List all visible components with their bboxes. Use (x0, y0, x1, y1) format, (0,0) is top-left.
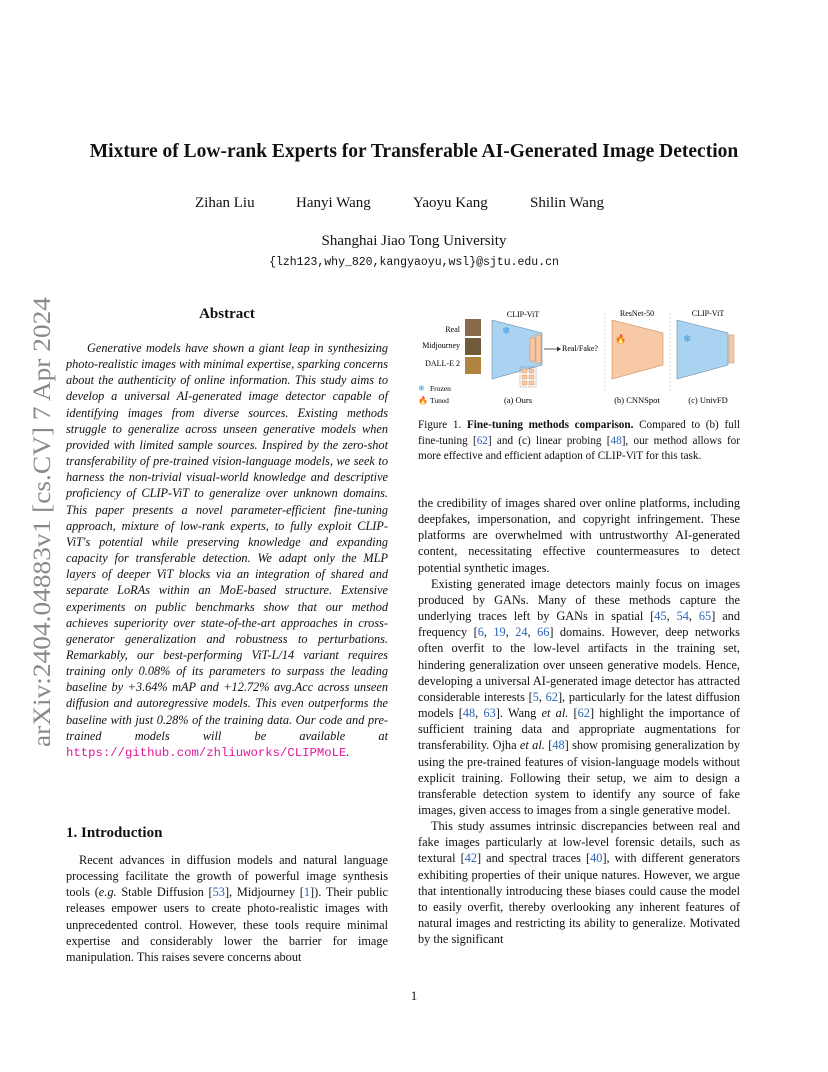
abstract-text: Generative models have shown a giant leap in synthesizing photo-realistic images with minimal expertise, sparking concerns about the authenticity of online information. This study aims to develop a universal AI-generated image detector capable of identifying images from diverse sources. Existing methods struggle to generalize across unseen generative models when provided with limited sample sources. Inspired by the zero-shot transferability of pre-trained vision-language models, we seek to harness the non-trivial visual-world knowledge and descriptive proficiency of CLIP-ViT to generalize over unknown domains. This paper presents a novel parameter-efficient fine-tuning approach, mixture of low-rank experts, to fully exploit CLIP-ViT's potential while preserving knowledge and expanding capacity for transferable detection. We adapt only the MLP layers of deeper ViT blocks via an integration of shared and separate LoRAs within an MoE-based structure. Extensive experiments on public benchmarks show that our method achieves superiority over state-of-the-art approaches in cross-generator generalization and robustness to perturbations. Remarkably, our best-performing ViT-L/14 variant requires training only 0.08% of its parameters to surpass the leading baseline by +3.64% mAP and +12.72% avg.Acc across unseen diffusion and autoregressive models. This even outperforms the baseline with just 0.28% of the training data. Our code and pre-trained models will be available at (66, 341, 388, 743)
snowflake-icon: ❄ (418, 384, 425, 393)
label-dalle: DALL-E 2 (425, 359, 460, 368)
text-span: ] and (c) linear probing [ (487, 434, 611, 447)
encoder-block-tuned (612, 320, 663, 379)
flame-icon: 🔥 (418, 396, 428, 405)
subcaption-cnnspot: (b) CNNSpot (614, 395, 660, 405)
author-name: Shilin Wang (530, 195, 604, 211)
text-span: ] and spectral traces [ (477, 851, 591, 866)
abstract-body (66, 340, 388, 761)
expert-module (529, 375, 534, 379)
abstract-heading: Abstract (199, 306, 255, 322)
text-span: ]. Wang (495, 706, 542, 721)
affiliation: Shanghai Jiao Tong University (321, 233, 507, 249)
citation-link[interactable]: 62 (545, 689, 558, 704)
expert-module (522, 381, 527, 385)
paragraph: Existing generated image detectors mainly focus on images produced by GANs. Many of these methods capture the underlying traces left by GANs in spatial [45, 54, 65] and frequency [6, 19, 24, 66] domains. However, deep networks often overfit to the low-level artifacts in the training set, hindering generalization over unseen generative models. Hence, developing a universal AI-generated image detector has attracted considerable interests [5, 62], particularly for the latest diffusion models [48, 63]. Wang et al. [62] highlight the importance of sufficient training data and appropriate augmentations for transferability. Ojha et al. [48] show promising generalization by using the pre-trained features of vision-language models without explicit training. Following their setup, we aim to design a transferable detection system to identify any source of fake images, given access to images from a single generative model. (418, 576, 741, 817)
citation-link[interactable]: 6 (477, 625, 484, 640)
subcaption-ours: (a) Ours (503, 395, 533, 405)
subcaption-univfd: (c) UnivFD (688, 395, 728, 405)
thumbnail-midjourney (465, 338, 481, 355)
label-real-fake: Real/Fake? (562, 344, 598, 353)
label-real: Real (445, 325, 460, 334)
abstract-end: . (346, 744, 350, 759)
citation-link[interactable]: 5 (532, 689, 539, 704)
author-name: Hanyi Wang (296, 195, 371, 211)
label-midjourney: Midjourney (422, 341, 460, 350)
citation-link[interactable]: 63 (483, 706, 496, 721)
citation-link[interactable]: 62 (476, 434, 488, 447)
citation-link[interactable]: 48 (552, 738, 565, 753)
flame-icon: 🔥 (615, 334, 627, 344)
text-span: Recent advances in diffusion models and natural language processing facilitate the growth of powerful image synthesis tools ( (66, 853, 388, 900)
tuned-layer (536, 335, 541, 363)
author-name: Zihan Liu (195, 195, 255, 211)
paragraph (418, 818, 740, 947)
introduction-paragraph (66, 852, 388, 965)
expert-module (522, 375, 527, 379)
text-span: the credibility of images shared over online platforms, including deepfakes, impersonation, and copyright infringement. These platforms are overwhelmed with untrustworthy AI-generated content, necessitating effective countermeasures to detect potential synthetic images. (418, 496, 740, 575)
text-span: [ (544, 738, 553, 753)
author-emails: {lzh123,why_820,kangyaoyu,wsl}@sjtu.edu.cn (269, 256, 559, 269)
text-span: Existing generated image detectors mainly focus on images produced by GANs. Many of these methods capture the underlying traces left by GANs in spatial [ (418, 576, 740, 624)
expert-module (522, 369, 527, 373)
thumbnail-real (465, 319, 481, 336)
citation-link[interactable]: 45 (654, 609, 667, 624)
legend-tuned: Tuned (430, 396, 449, 405)
text-span: ], with different generators exhibiting properties of their unique natures. However, we argue that intentionally introducing these biases could cause the model to easily overfit, thereby overlooking any inherent features of natural images and restricting its ability to generalize. Motivated by the significant (418, 851, 740, 947)
linear-probe-layer (729, 335, 734, 363)
text-span: Compared to (b) full fine-tuning [ (418, 419, 740, 447)
code-repository-link[interactable]: https://github.com/zhliuworks/CLIPMoLE (66, 745, 347, 760)
text-span: This study assumes intrinsic discrepancies between real and fake images particularly at low-level forensic details, such as textural [ (418, 819, 740, 866)
text-span: ], particularly for the latest diffusion models [ (418, 689, 740, 721)
encoder-block-frozen (677, 320, 728, 379)
figure-1-diagram (418, 305, 740, 410)
caption-title: Fine-tuning methods comparison. (466, 419, 634, 431)
text-span: ]). Their public releases empower users to create photo-realistic images with unprecedented control. However, these tools require minimal expertise and considerably lower the barrier for image manipulation. This raises severe concerns about (66, 885, 388, 964)
text-span: et al. (541, 706, 569, 721)
citation-link[interactable]: 40 (590, 851, 603, 866)
text-span: e.g. (98, 885, 117, 900)
author-name: Yaoyu Kang (413, 195, 488, 211)
label-clip-vit-univfd: CLIP-ViT (691, 309, 725, 318)
citation-link[interactable]: 48 (610, 434, 622, 447)
arxiv-identifier-stamp (21, 292, 61, 752)
arrowhead-icon (557, 347, 561, 352)
text-span: ] and frequency [ (418, 609, 740, 640)
caption-label: Figure 1. (418, 419, 462, 431)
expert-module (529, 369, 534, 373)
snowflake-icon: ❄ (502, 326, 511, 337)
page-number: 1 (410, 988, 418, 1003)
citation-link[interactable]: 24 (515, 625, 528, 640)
citation-link[interactable]: 54 (676, 609, 689, 624)
paragraph (418, 495, 740, 576)
citation-link[interactable]: 65 (698, 609, 712, 624)
author-list (0, 195, 828, 217)
citation-link[interactable]: 62 (577, 706, 590, 721)
text-span: ] show promising generalization by using the pre-trained features of vision-language models without explicit training. Following their setup, we aim to design a transferable detection system to identify any source of fake images, given access to images from a single generative model. (418, 738, 741, 817)
citation-link[interactable]: 19 (493, 625, 506, 640)
right-column-body (418, 495, 740, 947)
text-span: ] domains. However, deep networks often overfit to the low-level artifacts in the training set, hindering generalization over unseen generative models. Hence, developing a universal AI-generated image detector has attracted considerable interests [ (418, 625, 740, 704)
label-clip-vit-ours: CLIP-ViT (506, 310, 540, 319)
paper-title: Mixture of Low-rank Experts for Transferable AI-Generated Image Detection (89, 141, 739, 162)
text-span: ], our method allows for more effective and efficient adaption of CLIP-ViT for this task. (418, 434, 741, 462)
citation-link[interactable]: 1 (303, 885, 311, 900)
thumbnail-dalle (465, 357, 481, 374)
text-span: Stable Diffusion [ (116, 885, 213, 900)
arxiv-identifier-text: arXiv:2404.04883v1 [cs.CV] 7 Apr 2024 (29, 335, 56, 747)
citation-link[interactable]: 53 (212, 885, 225, 900)
snowflake-icon: ❄ (683, 334, 692, 345)
citation-link[interactable]: 66 (537, 625, 550, 640)
citation-link[interactable]: 42 (464, 851, 478, 866)
tuned-layer (530, 338, 535, 361)
text-span: ] highlight the importance of sufficient training data and appropriate augmentations for transferability. Ojha (418, 706, 740, 753)
citation-link[interactable]: 48 (462, 706, 476, 721)
text-span: ], Midjourney [ (224, 885, 304, 900)
legend-frozen: Frozen (430, 384, 451, 393)
text-span: et al. (519, 738, 545, 753)
label-resnet: ResNet-50 (619, 309, 655, 318)
text-span: [ (568, 706, 578, 721)
figure-1-caption (418, 418, 740, 465)
section-heading-introduction: 1. Introduction (66, 825, 163, 841)
expert-module (529, 381, 534, 385)
